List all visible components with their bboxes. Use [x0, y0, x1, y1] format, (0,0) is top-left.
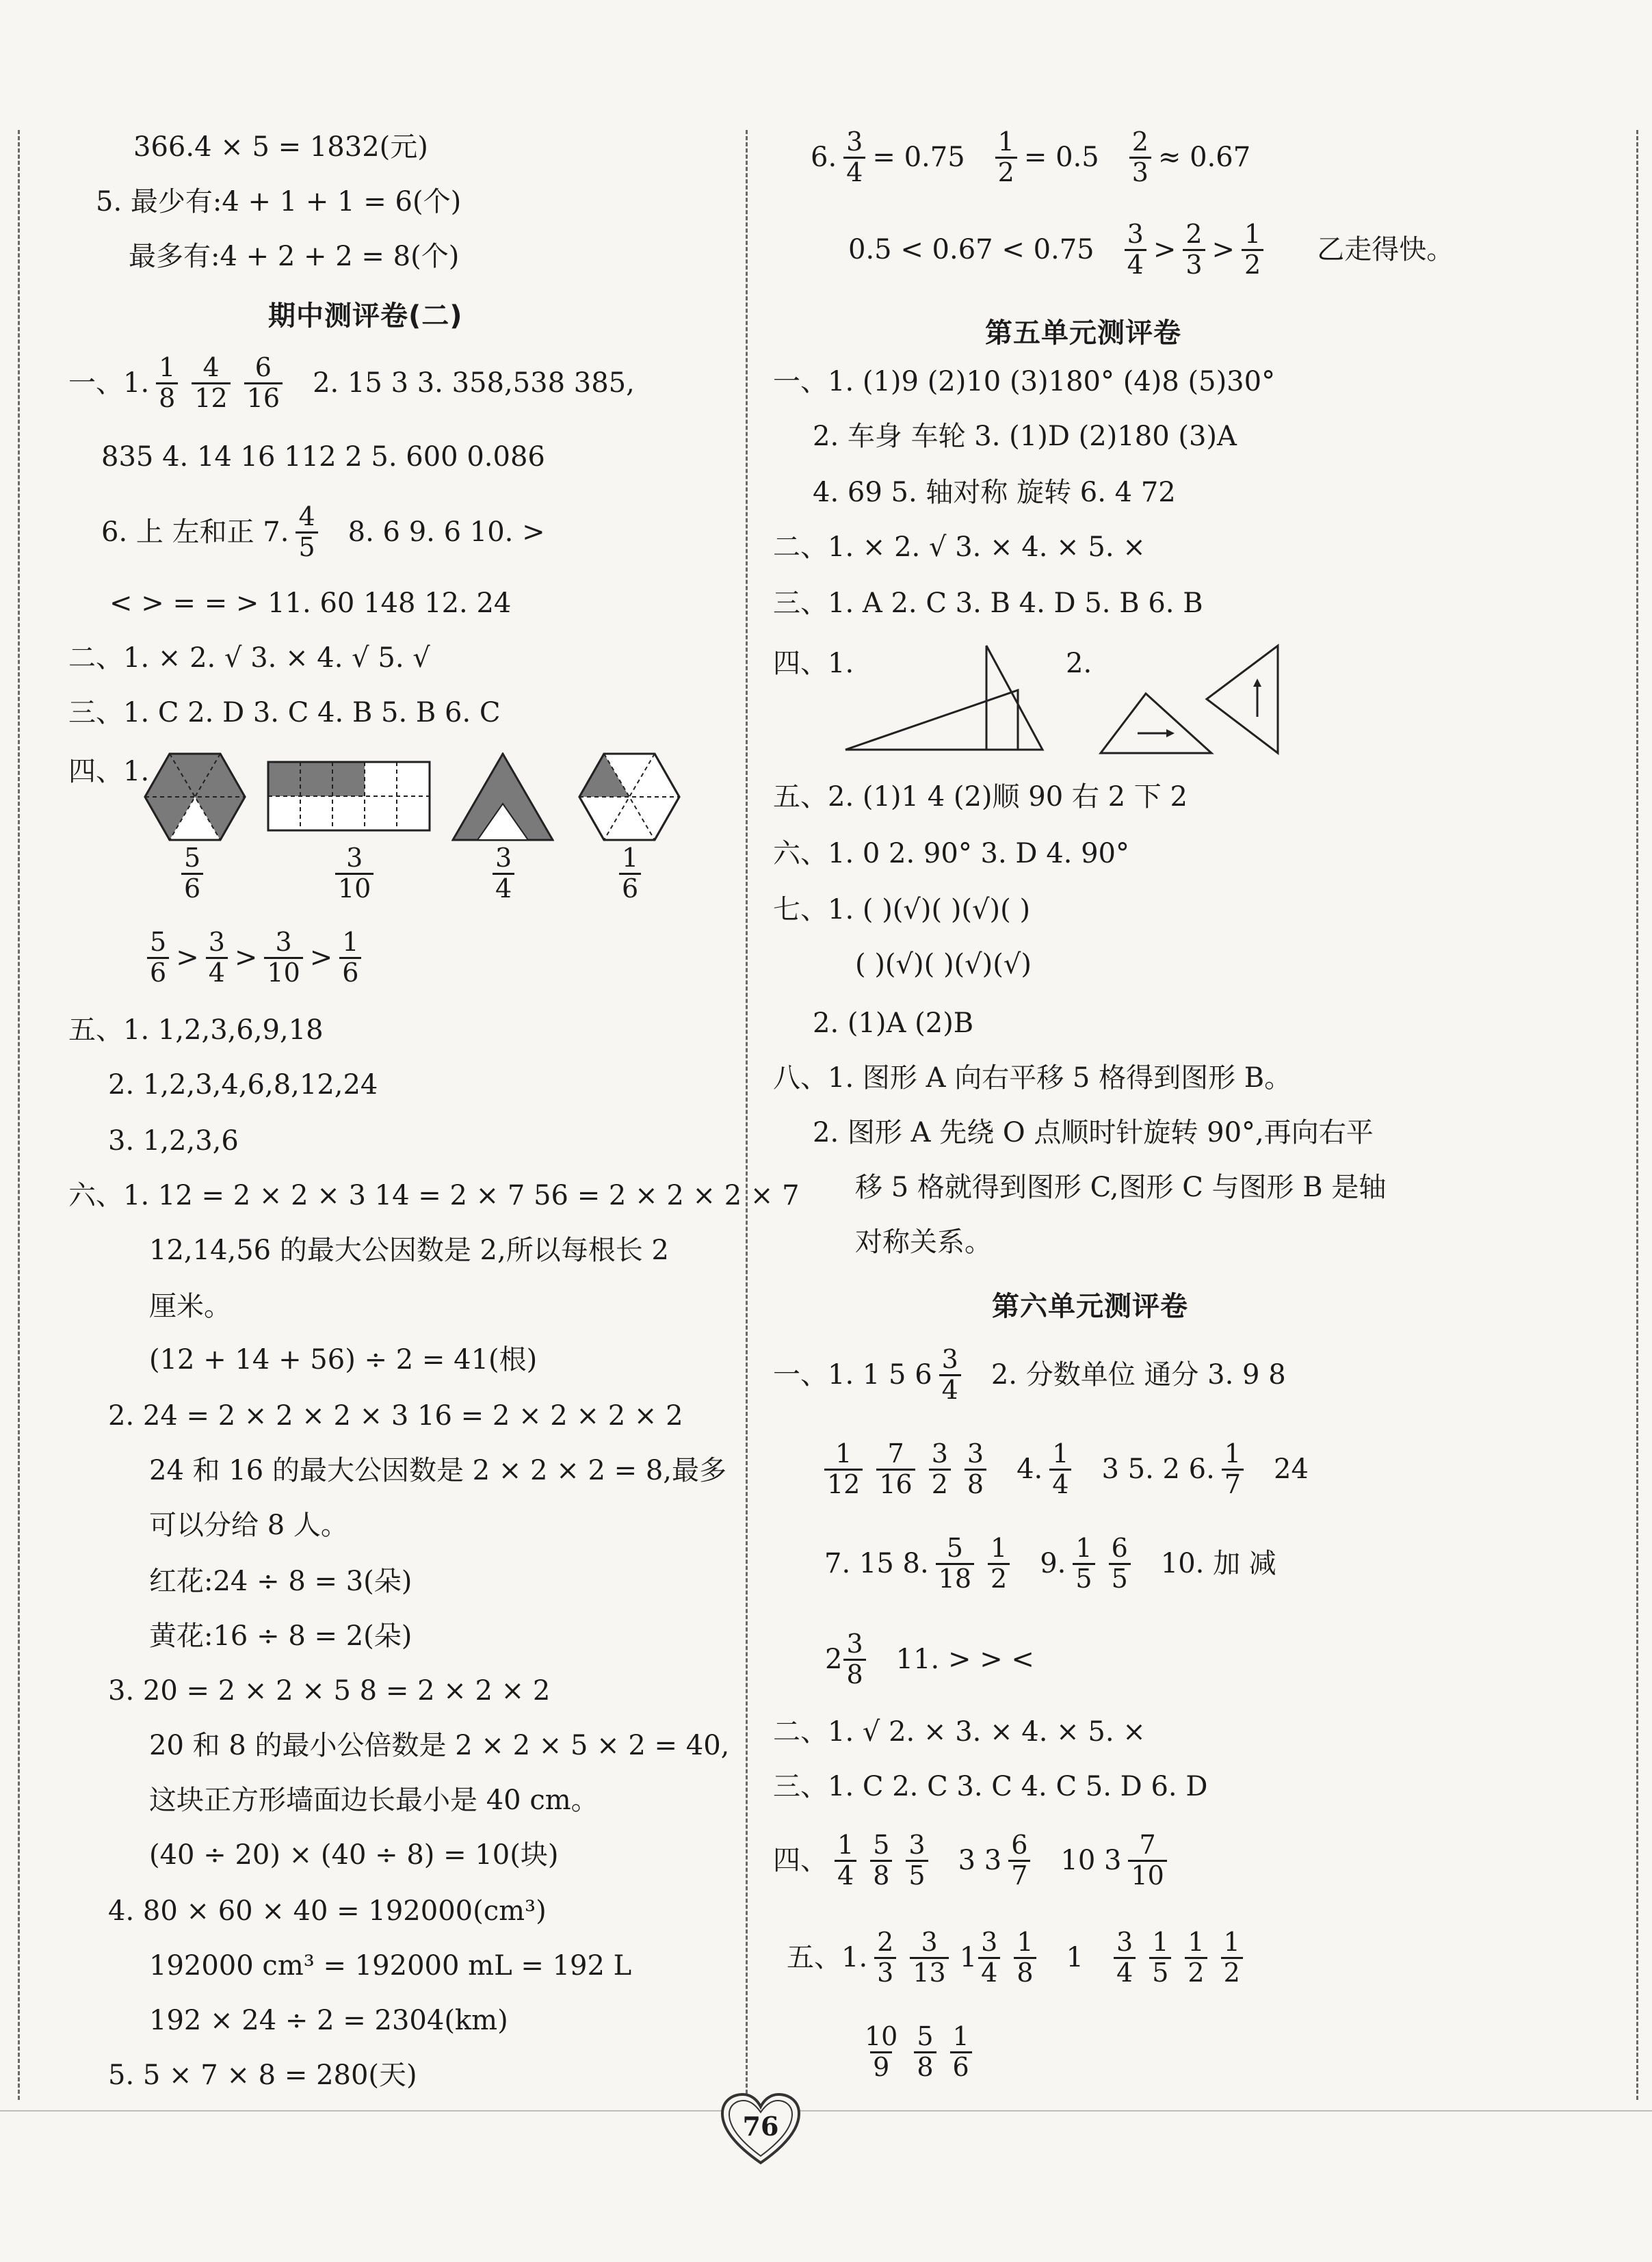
answer-line: (40 ÷ 20) × (40 ÷ 8) = 10(块)	[149, 1839, 559, 1871]
right-column	[752, 0, 1635, 2107]
answer-line: 三、1. C 2. D 3. C 4. B 5. B 6. C	[68, 697, 501, 728]
answer-line: 四、1.	[773, 648, 854, 679]
answer-line: $\frac{10}{9}$ $\frac{5}{8}$ $\frac{1}{6}$	[855, 2018, 979, 2086]
answer-line: 4. 69 5. 轴对称 旋转 6. 4 72	[813, 477, 1176, 508]
figure-fraction: $\frac{3}{4}$	[486, 843, 521, 904]
figure-fraction: $\frac{1}{6}$	[612, 843, 648, 904]
answer-line: 24 和 16 的最大公因数是 2 × 2 × 2 = 8,最多	[149, 1455, 727, 1486]
answer-line: $\frac{5}{6}$ > $\frac{3}{4}$ > $\frac{3}{10}$ > $\frac{1}{6}$	[140, 923, 368, 992]
answer-line: 二、1. √ 2. × 3. × 4. × 5. ×	[773, 1716, 1146, 1748]
answer-line: 5. 5 × 7 × 8 = 280(天)	[108, 2060, 417, 2091]
answer-line: 6. 上 左和正 7. $\frac{4}{5}$ 8. 6 9. 6 10. >	[101, 501, 545, 562]
answer-line: 3. 1,2,3,6	[108, 1125, 239, 1157]
answer-line: 最多有:4 + 2 + 2 = 8(个)	[129, 241, 460, 272]
answer-line: 黄花:16 ÷ 8 = 2(朵)	[149, 1620, 412, 1652]
answer-line: 6. $\frac{3}{4}$ = 0.75 $\frac{1}{2}$ = 0.5 $\frac{2}{3}$ ≈ 0.67	[811, 126, 1251, 187]
answer-line: 五、1. $\frac{2}{3}$ $\frac{3}{13}$ 1 $\frac{3}{4}$ $\frac{1}{8}$ 1 $\frac{3}{4}$ $\frac{1}{5}$ $\frac{1}{2}$ $\frac{1}{2}$	[787, 1923, 1250, 1992]
section-heading-unit-5: 第五单元测评卷	[985, 317, 1181, 349]
answer-line: 一、1. 1 5 6 $\frac{3}{4}$ 2. 分数单位 通分 3. 9 8	[773, 1343, 1286, 1405]
answer-line: 20 和 8 的最小公倍数是 2 × 2 × 5 × 2 = 40,	[149, 1730, 730, 1761]
left-column	[0, 0, 800, 2107]
answer-line: 三、1. C 2. C 3. C 4. C 5. D 6. D	[773, 1771, 1208, 1802]
answer-line: 192000 cm³ = 192000 mL = 192 L	[149, 1950, 632, 1982]
hexagon-figure	[144, 752, 246, 841]
column-divider-dashed-line	[746, 130, 748, 2100]
answer-line: 4. 80 × 60 × 40 = 192000(cm³)	[108, 1895, 547, 1927]
answer-line: 五、2. (1)1 4 (2)顺 90 右 2 下 2	[773, 781, 1188, 813]
answer-line: 六、1. 12 = 2 × 2 × 3 14 = 2 × 7 56 = 2 × 2 × 2 × 7	[68, 1180, 800, 1211]
tall-triangle-figure	[984, 643, 1045, 752]
rotated-triangle-with-arrow-figure	[1204, 643, 1281, 756]
answer-line: 12,14,56 的最大公因数是 2,所以每根长 2	[149, 1235, 669, 1266]
answer-line: 三、1. A 2. C 3. B 4. D 5. B 6. B	[773, 588, 1203, 619]
hexagon-figure	[578, 752, 681, 841]
answer-line: ( )(√)( )(√)(√)	[855, 949, 1032, 980]
answer-line: 2. (1)A (2)B	[813, 1008, 974, 1039]
answer-line: 7. 15 8. $\frac{5}{18}$ $\frac{1}{2}$ 9. $\frac{1}{5}$ $\frac{6}{5}$ 10. 加 减	[824, 1532, 1276, 1594]
answer-line: 3. 20 = 2 × 2 × 5 8 = 2 × 2 × 2	[108, 1675, 551, 1707]
footer-band	[0, 2110, 1652, 2128]
answer-line: 厘米。	[149, 1291, 231, 1322]
answer-line: (12 + 14 + 56) ÷ 2 = 41(根)	[149, 1344, 538, 1376]
answer-line: 红花:24 ÷ 8 = 3(朵)	[149, 1566, 412, 1597]
answer-line: 2. 24 = 2 × 2 × 2 × 3 16 = 2 × 2 × 2 × 2	[108, 1400, 683, 1432]
answer-line: 192 × 24 ÷ 2 = 2304(km)	[149, 2005, 508, 2036]
answer-line: 2.	[1066, 648, 1092, 679]
section-heading-unit-6: 第六单元测评卷	[992, 1291, 1188, 1322]
answer-line: 七、1. ( )(√)( )(√)( )	[773, 894, 1031, 925]
answer-line: 移 5 格就得到图形 C,图形 C 与图形 B 是轴	[855, 1172, 1387, 1203]
fraction: $\frac{6}{16}$	[244, 354, 283, 413]
answer-line: 5. 最少有:4 + 1 + 1 = 6(个)	[96, 186, 462, 218]
answer-line: 可以分给 8 人。	[149, 1510, 348, 1541]
answer-line: 二、1. × 2. √ 3. × 4. √ 5. √	[68, 642, 430, 674]
answer-line: 835 4. 14 16 112 2 5. 600 0.086	[101, 441, 545, 473]
answer-line: 二、1. × 2. √ 3. × 4. × 5. ×	[773, 531, 1146, 563]
answer-line: 六、1. 0 2. 90° 3. D 4. 90°	[773, 838, 1129, 869]
triangle-figure	[451, 752, 554, 841]
answer-line: 八、1. 图形 A 向右平移 5 格得到图形 B。	[773, 1062, 1292, 1094]
answer-line: < > = = > 11. 60 148 12. 24	[109, 588, 512, 619]
answer-line: 366.4 × 5 = 1832(元)	[133, 131, 428, 163]
answer-line: 一、1. $\frac{1}{8}$ $\frac{4}{12}$ $\frac{6}{16}$ 2. 15 3 3. 358,538 385,	[68, 352, 635, 413]
rotated-triangle-with-arrow-figure	[1098, 691, 1214, 756]
answer-line: 0.5 < 0.67 < 0.75 $\frac{3}{4}$ > $\frac{2}{3}$ > $\frac{1}{2}$ 乙走得快。	[848, 218, 1454, 280]
answer-line: 四、1.	[68, 756, 150, 787]
fraction: $\frac{4}{5}$	[296, 503, 317, 562]
section-heading-midterm-2: 期中测评卷(二)	[268, 300, 463, 332]
fraction: $\frac{4}{12}$	[192, 354, 230, 413]
answer-line: 四、 $\frac{1}{4}$ $\frac{5}{8}$ $\frac{3}{5}$ 3 3 $\frac{6}{7}$ 10 3 $\frac{7}{10}$	[773, 1826, 1174, 1895]
answer-line: 2. 图形 A 先绕 O 点顺时针旋转 90°,再向右平	[813, 1117, 1374, 1148]
answer-line: 2. 车身 车轮 3. (1)D (2)180 (3)A	[813, 421, 1237, 452]
page-number: 76	[742, 2111, 779, 2142]
answer-line: 这块正方形墙面边长最小是 40 cm。	[149, 1785, 599, 1816]
answer-line: $\frac{1}{12}$ $\frac{7}{16}$ $\frac{3}{2}$ $\frac{3}{8}$ 4. $\frac{1}{4}$ 3 5. 2 6. $\frac{1}{7}$ 24	[817, 1435, 1309, 1503]
figure-fraction: $\frac{3}{10}$	[328, 843, 380, 904]
fraction: $\frac{1}{8}$	[156, 354, 178, 413]
answer-line: 2 $\frac{3}{8}$ 11. > > <	[825, 1628, 1034, 1689]
answer-line: 2. 1,2,3,4,6,8,12,24	[108, 1069, 378, 1101]
figure-fraction: $\frac{5}{6}$	[174, 843, 210, 904]
answer-line: 一、1. (1)9 (2)10 (3)180° (4)8 (5)30°	[773, 366, 1276, 397]
answer-line: 对称关系。	[855, 1226, 992, 1258]
answer-line: 五、1. 1,2,3,6,9,18	[68, 1014, 324, 1046]
rectangle-grid-figure	[267, 761, 431, 832]
right-margin-dashed-line	[1636, 130, 1638, 2100]
